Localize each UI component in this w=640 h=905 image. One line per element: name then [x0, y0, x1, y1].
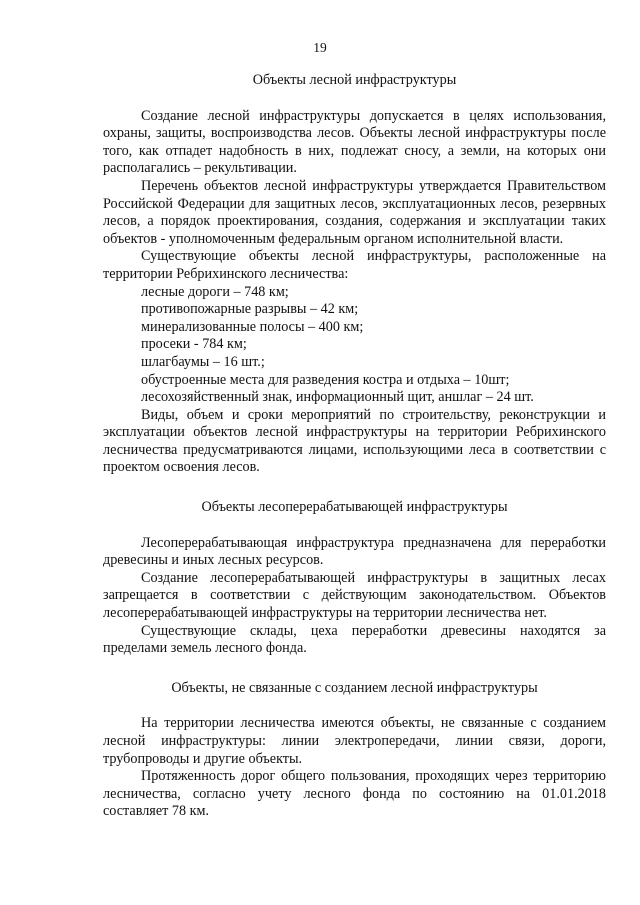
paragraph: На территории лесничества имеются объекты, не связанные с созданием лесной инфраструктуры: линии электропередачи, линии связи, дороги, трубопроводы и другие объекты. — [103, 715, 606, 767]
infrastructure-list — [103, 284, 606, 407]
section-heading: Объекты лесной инфраструктуры — [252, 72, 457, 88]
list-item: противопожарные разрывы – 42 км; — [141, 301, 359, 318]
paragraph: Создание лесоперерабатывающей инфраструктуры в защитных лесах запрещается в соответствии с действующим законодательством. Объектов лесоперерабатывающей инфраструктуры на территории лесничества нет. — [103, 569, 606, 622]
section-heading: Объекты лесоперерабатывающей инфраструктуры — [201, 499, 508, 516]
list-item: минерализованные полосы – 400 км; — [141, 318, 364, 335]
list-item: лесные дороги – 748 км; — [141, 283, 289, 300]
document-body — [103, 72, 606, 821]
paragraph: Виды, объем и сроки мероприятий по строительству, реконструкции и эксплуатации объектов лесной инфраструктуры на территории Ребрихинского лесничества предусматриваются лицами, использующими леса в соответствии с проектом освоения лесов. — [103, 406, 606, 476]
paragraph: Существующие склады, цеха переработки древесины находятся за пределами земель лесного фонда. — [103, 622, 606, 657]
paragraph: Лесоперерабатывающая инфраструктура предназначена для переработки древесины и иных лесных ресурсов. — [103, 534, 606, 569]
list-item: лесохозяйственный знак, информационный щит, аншлаг – 24 шт. — [141, 389, 534, 406]
list-item: шлагбаумы – 16 шт.; — [141, 353, 265, 370]
paragraph: Существующие объекты лесной инфраструктуры, расположенные на территории Ребрихинского лесничества: — [103, 248, 606, 282]
list-item: обустроенные места для разведения костра и отдыха – 10шт; — [141, 371, 510, 388]
section-heading: Объекты, не связанные с созданием лесной инфраструктуры — [171, 679, 538, 696]
list-item: просеки - 784 км; — [141, 336, 247, 353]
paragraph: Создание лесной инфраструктуры допускается в целях использования, охраны, защиты, воспроизводства лесов. Объекты лесной инфраструктуры после того, как отпадет надобность в них, подлежат сносу, а земли, на которых они располагались – рекультивации. — [103, 107, 606, 177]
page-number: 19 — [313, 40, 327, 55]
paragraph: Протяженность дорог общего пользования, проходящих через территорию лесничества, согласно учету лесного фонда по состоянию на 01.01.2018 составляет 78 км. — [103, 768, 606, 820]
paragraph: Перечень объектов лесной инфраструктуры утверждается Правительством Российской Федерации для защитных лесов, эксплуатационных лесов, резервных лесов, а порядок проектирования, создания, содержания и эксплуатации таких объектов - уполномоченным федеральным органом исполнительной власти. — [103, 177, 606, 247]
